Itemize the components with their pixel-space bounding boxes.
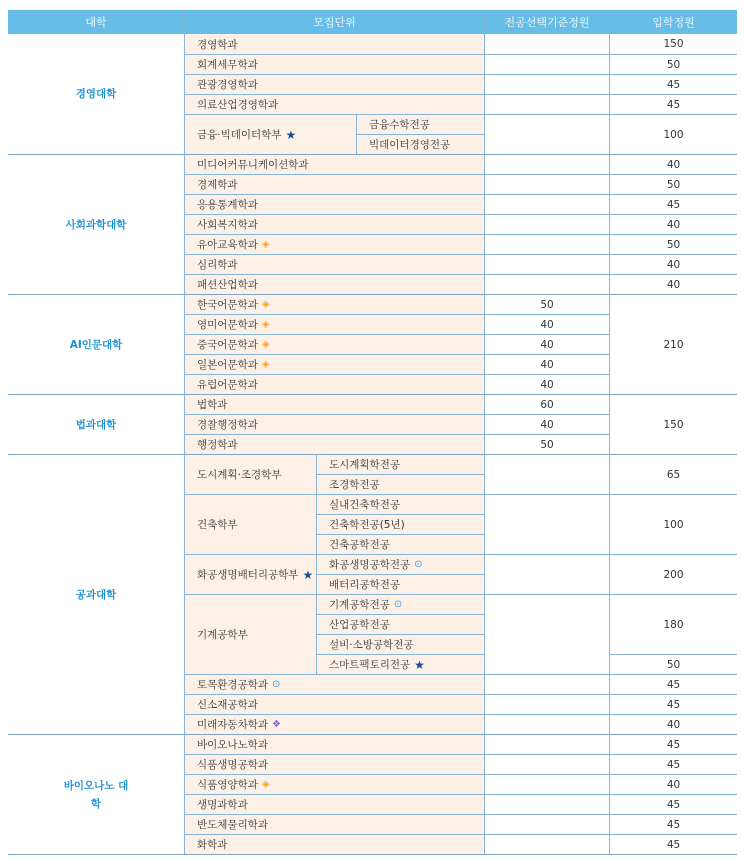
college-engineering-text: 공과대학 (75, 588, 117, 601)
admission-quota-cell (609, 34, 737, 54)
header-admission-quota-text: 입학정원 (652, 16, 695, 29)
diamond-icon: ◈ (261, 339, 270, 350)
admission-quota-cell (609, 714, 737, 734)
major-quota-cell (484, 494, 609, 554)
dept-row-text: 행정학과 (197, 439, 238, 451)
dept-row-text: 한국어문학과 (197, 299, 258, 311)
admission-quota-cell-text: 40 (666, 718, 681, 731)
dept-row (184, 394, 484, 414)
admission-quota-cell (609, 654, 737, 674)
header-major-quota-text: 전공선택기준정원 (504, 16, 590, 29)
major-quota-cell (484, 694, 609, 714)
track-row-text: 금융수학전공 (369, 119, 430, 131)
track-row (316, 534, 484, 554)
dept-row (184, 694, 484, 714)
dept-row-text: 응용통계학과 (197, 199, 258, 211)
major-quota-cell (484, 414, 609, 434)
header-major-quota (484, 10, 609, 34)
admission-quota-cell-text: 50 (666, 658, 681, 671)
major-quota-cell (484, 594, 609, 674)
dept-row-text: 토목환경공학과 (197, 679, 269, 691)
track-row-text: 설비·소방공학전공 (329, 639, 414, 651)
admission-quota-cell-text: 40 (666, 158, 681, 171)
college-business (8, 34, 184, 154)
dept-row-text: 신소재공학과 (197, 699, 258, 711)
dept-row-text: 식품생명공학과 (197, 759, 269, 771)
admission-quota-cell (609, 694, 737, 714)
major-quota-cell (484, 554, 609, 594)
admission-quota-cell-text: 100 (663, 518, 684, 531)
college-bionano (8, 734, 184, 854)
dept-chem (184, 554, 316, 594)
admission-quota-cell-text: 40 (666, 258, 681, 271)
major-quota-cell (484, 274, 609, 294)
admission-quota-cell (609, 54, 737, 74)
major-quota-cell (484, 674, 609, 694)
admission-quota-cell-text: 50 (666, 178, 681, 191)
major-quota-cell-text: 40 (540, 418, 554, 431)
track-row (316, 634, 484, 654)
dept-row (184, 294, 484, 314)
admission-quota-cell-text: 210 (663, 338, 684, 351)
admission-quota-cell (609, 834, 737, 854)
admission-quota-cell-text: 45 (666, 818, 681, 831)
track-row-text: 빅데이터경영전공 (369, 139, 451, 151)
track-row (316, 474, 484, 494)
header-admission-quota (609, 10, 737, 34)
track-row (356, 134, 484, 154)
college-business-text: 경영대학 (75, 88, 117, 100)
major-quota-cell (484, 814, 609, 834)
college-engineering (8, 454, 184, 734)
header-college-text: 대학 (85, 16, 107, 29)
dept-row-text: 유아교육학과 (197, 239, 258, 251)
star-icon: ★ (285, 127, 297, 142)
major-quota-cell (484, 294, 609, 314)
major-quota-cell (484, 214, 609, 234)
track-row-text: 스마트팩토리전공 (329, 659, 411, 671)
track-row-text: 건축학전공(5년) (329, 519, 405, 531)
dept-row (184, 174, 484, 194)
track-row-text: 산업공학전공 (329, 619, 390, 631)
major-quota-cell (484, 434, 609, 454)
clover-icon: ❖ (272, 719, 281, 730)
dept-row-text: 미디어커뮤니케이션학과 (197, 159, 309, 171)
dept-row-text: 관광경영학과 (197, 79, 258, 91)
star-icon: ★ (302, 567, 314, 582)
dept-mech-text: 기계공학부 (197, 629, 248, 641)
dept-row (184, 154, 484, 174)
dept-row-text: 회계세무학과 (197, 59, 258, 71)
major-quota-cell (484, 454, 609, 494)
dept-row (184, 714, 484, 734)
diamond-icon: ◈ (261, 779, 270, 790)
track-row (316, 554, 484, 574)
major-quota-cell (484, 154, 609, 174)
track-row (316, 494, 484, 514)
dept-row-text: 중국어문학과 (197, 339, 258, 351)
major-quota-cell (484, 34, 609, 54)
admission-quota-cell-text: 50 (666, 58, 681, 71)
dept-row (184, 434, 484, 454)
dept-row-text: 패션산업학과 (197, 279, 258, 291)
dept-row-text: 법학과 (197, 399, 228, 411)
dept-row (184, 374, 484, 394)
dept-row-text: 영미어문학과 (197, 319, 258, 331)
admission-quota-cell (609, 554, 737, 594)
major-quota-cell (484, 754, 609, 774)
track-row (316, 654, 484, 674)
admission-quota-cell (609, 194, 737, 214)
major-quota-cell (484, 114, 609, 154)
admission-quota-cell-text: 40 (666, 278, 681, 291)
dept-row (184, 94, 484, 114)
dept-row (184, 674, 484, 694)
admission-quota-cell-text: 180 (663, 618, 684, 631)
major-quota-cell (484, 714, 609, 734)
admission-quota-cell-text: 40 (666, 218, 681, 231)
major-quota-cell (484, 74, 609, 94)
admission-quota-cell (609, 734, 737, 754)
star-icon: ★ (414, 657, 425, 672)
track-row-text: 조경학전공 (329, 479, 380, 491)
admission-quota-cell-text: 150 (663, 38, 684, 50)
dept-row-text: 경찰행정학과 (197, 419, 258, 431)
college-humanities-text: AI인문대학 (69, 338, 123, 351)
dept-row (184, 414, 484, 434)
admission-quota-cell (609, 774, 737, 794)
college-social-text: 사회과학대학 (65, 218, 127, 231)
dept-row-text: 사회복지학과 (197, 219, 258, 231)
dept-row-text: 식품영양학과 (197, 779, 258, 791)
college-bionano-text: 바이오나노 대학 (63, 779, 129, 810)
admission-quota-cell-text: 100 (663, 128, 684, 141)
admission-quota-cell-text: 45 (666, 78, 681, 91)
dept-row-text: 의료산업경영학과 (197, 99, 279, 111)
admission-quota-cell-text: 65 (666, 468, 681, 481)
circle-icon: ⊙ (272, 679, 281, 690)
admission-quota-cell-text: 45 (666, 678, 681, 691)
admission-quota-cell-text: 45 (666, 798, 681, 811)
dept-row (184, 254, 484, 274)
major-quota-cell-text: 60 (540, 398, 554, 411)
major-quota-cell (484, 374, 609, 394)
dept-row-text: 화학과 (197, 839, 228, 851)
admission-quota-cell (609, 154, 737, 174)
major-quota-cell (484, 834, 609, 854)
track-row (316, 594, 484, 614)
major-quota-cell (484, 54, 609, 74)
dept-row-text: 경영학과 (197, 38, 238, 51)
dept-row (184, 234, 484, 254)
major-quota-cell (484, 354, 609, 374)
admission-quota-cell (609, 674, 737, 694)
dept-chem-text: 화공생명배터리공학부 (197, 569, 299, 581)
college-social (8, 154, 184, 294)
major-quota-cell (484, 94, 609, 114)
major-quota-cell (484, 234, 609, 254)
table-bottom-border (8, 854, 737, 855)
admission-quota-cell (609, 494, 737, 554)
admission-quota-cell-text: 45 (666, 98, 681, 111)
dept-row (184, 834, 484, 854)
dept-row-text: 생명과학과 (197, 799, 248, 811)
major-quota-cell (484, 774, 609, 794)
major-quota-cell (484, 334, 609, 354)
dept-row-text: 바이오나노학과 (197, 739, 269, 751)
admission-quota-cell (609, 294, 737, 394)
admission-quota-cell (609, 94, 737, 114)
admission-quota-cell (609, 594, 737, 654)
track-row (316, 574, 484, 594)
admission-quota-cell-text: 45 (666, 198, 681, 211)
admission-quota-cell-text: 45 (666, 758, 681, 771)
track-row-text: 도시계획학전공 (329, 459, 401, 471)
dept-row-text: 반도체물리학과 (197, 819, 269, 831)
header-unit (184, 10, 484, 34)
dept-arch (184, 494, 316, 554)
dept-row-text: 심리학과 (197, 259, 238, 271)
dept-row (184, 274, 484, 294)
dept-finance-text: 금융·빅데이터학부 (197, 129, 282, 141)
college-law (8, 394, 184, 454)
major-quota-cell-text: 40 (540, 338, 554, 351)
college-law-text: 법과대학 (75, 418, 117, 431)
major-quota-cell (484, 174, 609, 194)
track-row (316, 454, 484, 474)
admission-quota-cell-text: 45 (666, 698, 681, 711)
circle-icon: ⊙ (393, 599, 403, 610)
dept-row (184, 334, 484, 354)
admission-quota-cell (609, 794, 737, 814)
major-quota-cell (484, 254, 609, 274)
admission-quota-cell-text: 200 (663, 568, 684, 581)
dept-row (184, 794, 484, 814)
dept-row (184, 774, 484, 794)
major-quota-cell-text: 40 (540, 318, 554, 331)
admission-quota-cell (609, 174, 737, 194)
major-quota-cell (484, 734, 609, 754)
admission-quota-cell (609, 114, 737, 154)
diamond-icon: ◈ (261, 359, 270, 370)
dept-row (184, 354, 484, 374)
admission-quota-table (8, 10, 737, 850)
major-quota-cell (484, 394, 609, 414)
diamond-icon: ◈ (261, 299, 270, 310)
dept-finance (184, 114, 356, 154)
track-row-text: 기계공학전공 (329, 599, 390, 611)
diamond-icon: ◈ (261, 239, 270, 250)
track-row-text: 배터리공학전공 (329, 579, 401, 591)
track-row-text: 화공생명공학전공 (329, 559, 411, 571)
admission-quota-cell (609, 274, 737, 294)
admission-quota-cell-text: 40 (666, 778, 681, 791)
admission-quota-cell-text: 50 (666, 238, 681, 251)
track-row (316, 514, 484, 534)
dept-row (184, 54, 484, 74)
dept-row (184, 734, 484, 754)
dept-mech (184, 594, 316, 674)
dept-urban-text: 도시계획·조경학부 (197, 469, 282, 481)
dept-row (184, 214, 484, 234)
admission-quota-cell-text: 45 (666, 738, 681, 751)
major-quota-cell (484, 314, 609, 334)
track-row (356, 114, 484, 134)
header-unit-text: 모집단위 (313, 16, 356, 29)
diamond-icon: ◈ (261, 319, 270, 330)
dept-row (184, 814, 484, 834)
dept-row-text: 경제학과 (197, 179, 238, 191)
dept-row (184, 34, 484, 54)
circle-icon: ⊙ (414, 559, 423, 570)
admission-quota-cell (609, 454, 737, 494)
admission-quota-cell (609, 214, 737, 234)
dept-row (184, 754, 484, 774)
header-college (8, 10, 184, 34)
admission-quota-cell (609, 754, 737, 774)
major-quota-cell (484, 794, 609, 814)
dept-row-text: 미래자동차학과 (197, 719, 269, 731)
admission-quota-cell (609, 254, 737, 274)
dept-row (184, 194, 484, 214)
dept-row-text: 유럽어문학과 (197, 379, 258, 391)
track-row (316, 614, 484, 634)
college-humanities (8, 294, 184, 394)
major-quota-cell-text: 40 (540, 358, 554, 371)
dept-arch-text: 건축학부 (197, 519, 238, 531)
track-row-text: 실내건축학전공 (329, 499, 401, 511)
dept-row (184, 314, 484, 334)
admission-quota-cell-text: 150 (663, 418, 684, 431)
dept-row-text: 일본어문학과 (197, 359, 258, 371)
admission-quota-cell (609, 74, 737, 94)
dept-urban (184, 454, 316, 494)
track-row-text: 건축공학전공 (329, 539, 390, 551)
dept-row (184, 74, 484, 94)
major-quota-cell-text: 50 (540, 298, 554, 311)
major-quota-cell (484, 194, 609, 214)
major-quota-cell-text: 40 (540, 378, 554, 391)
admission-quota-cell (609, 814, 737, 834)
admission-quota-cell (609, 234, 737, 254)
admission-quota-cell (609, 394, 737, 454)
admission-quota-cell-text: 45 (666, 838, 681, 851)
major-quota-cell-text: 50 (540, 438, 554, 451)
